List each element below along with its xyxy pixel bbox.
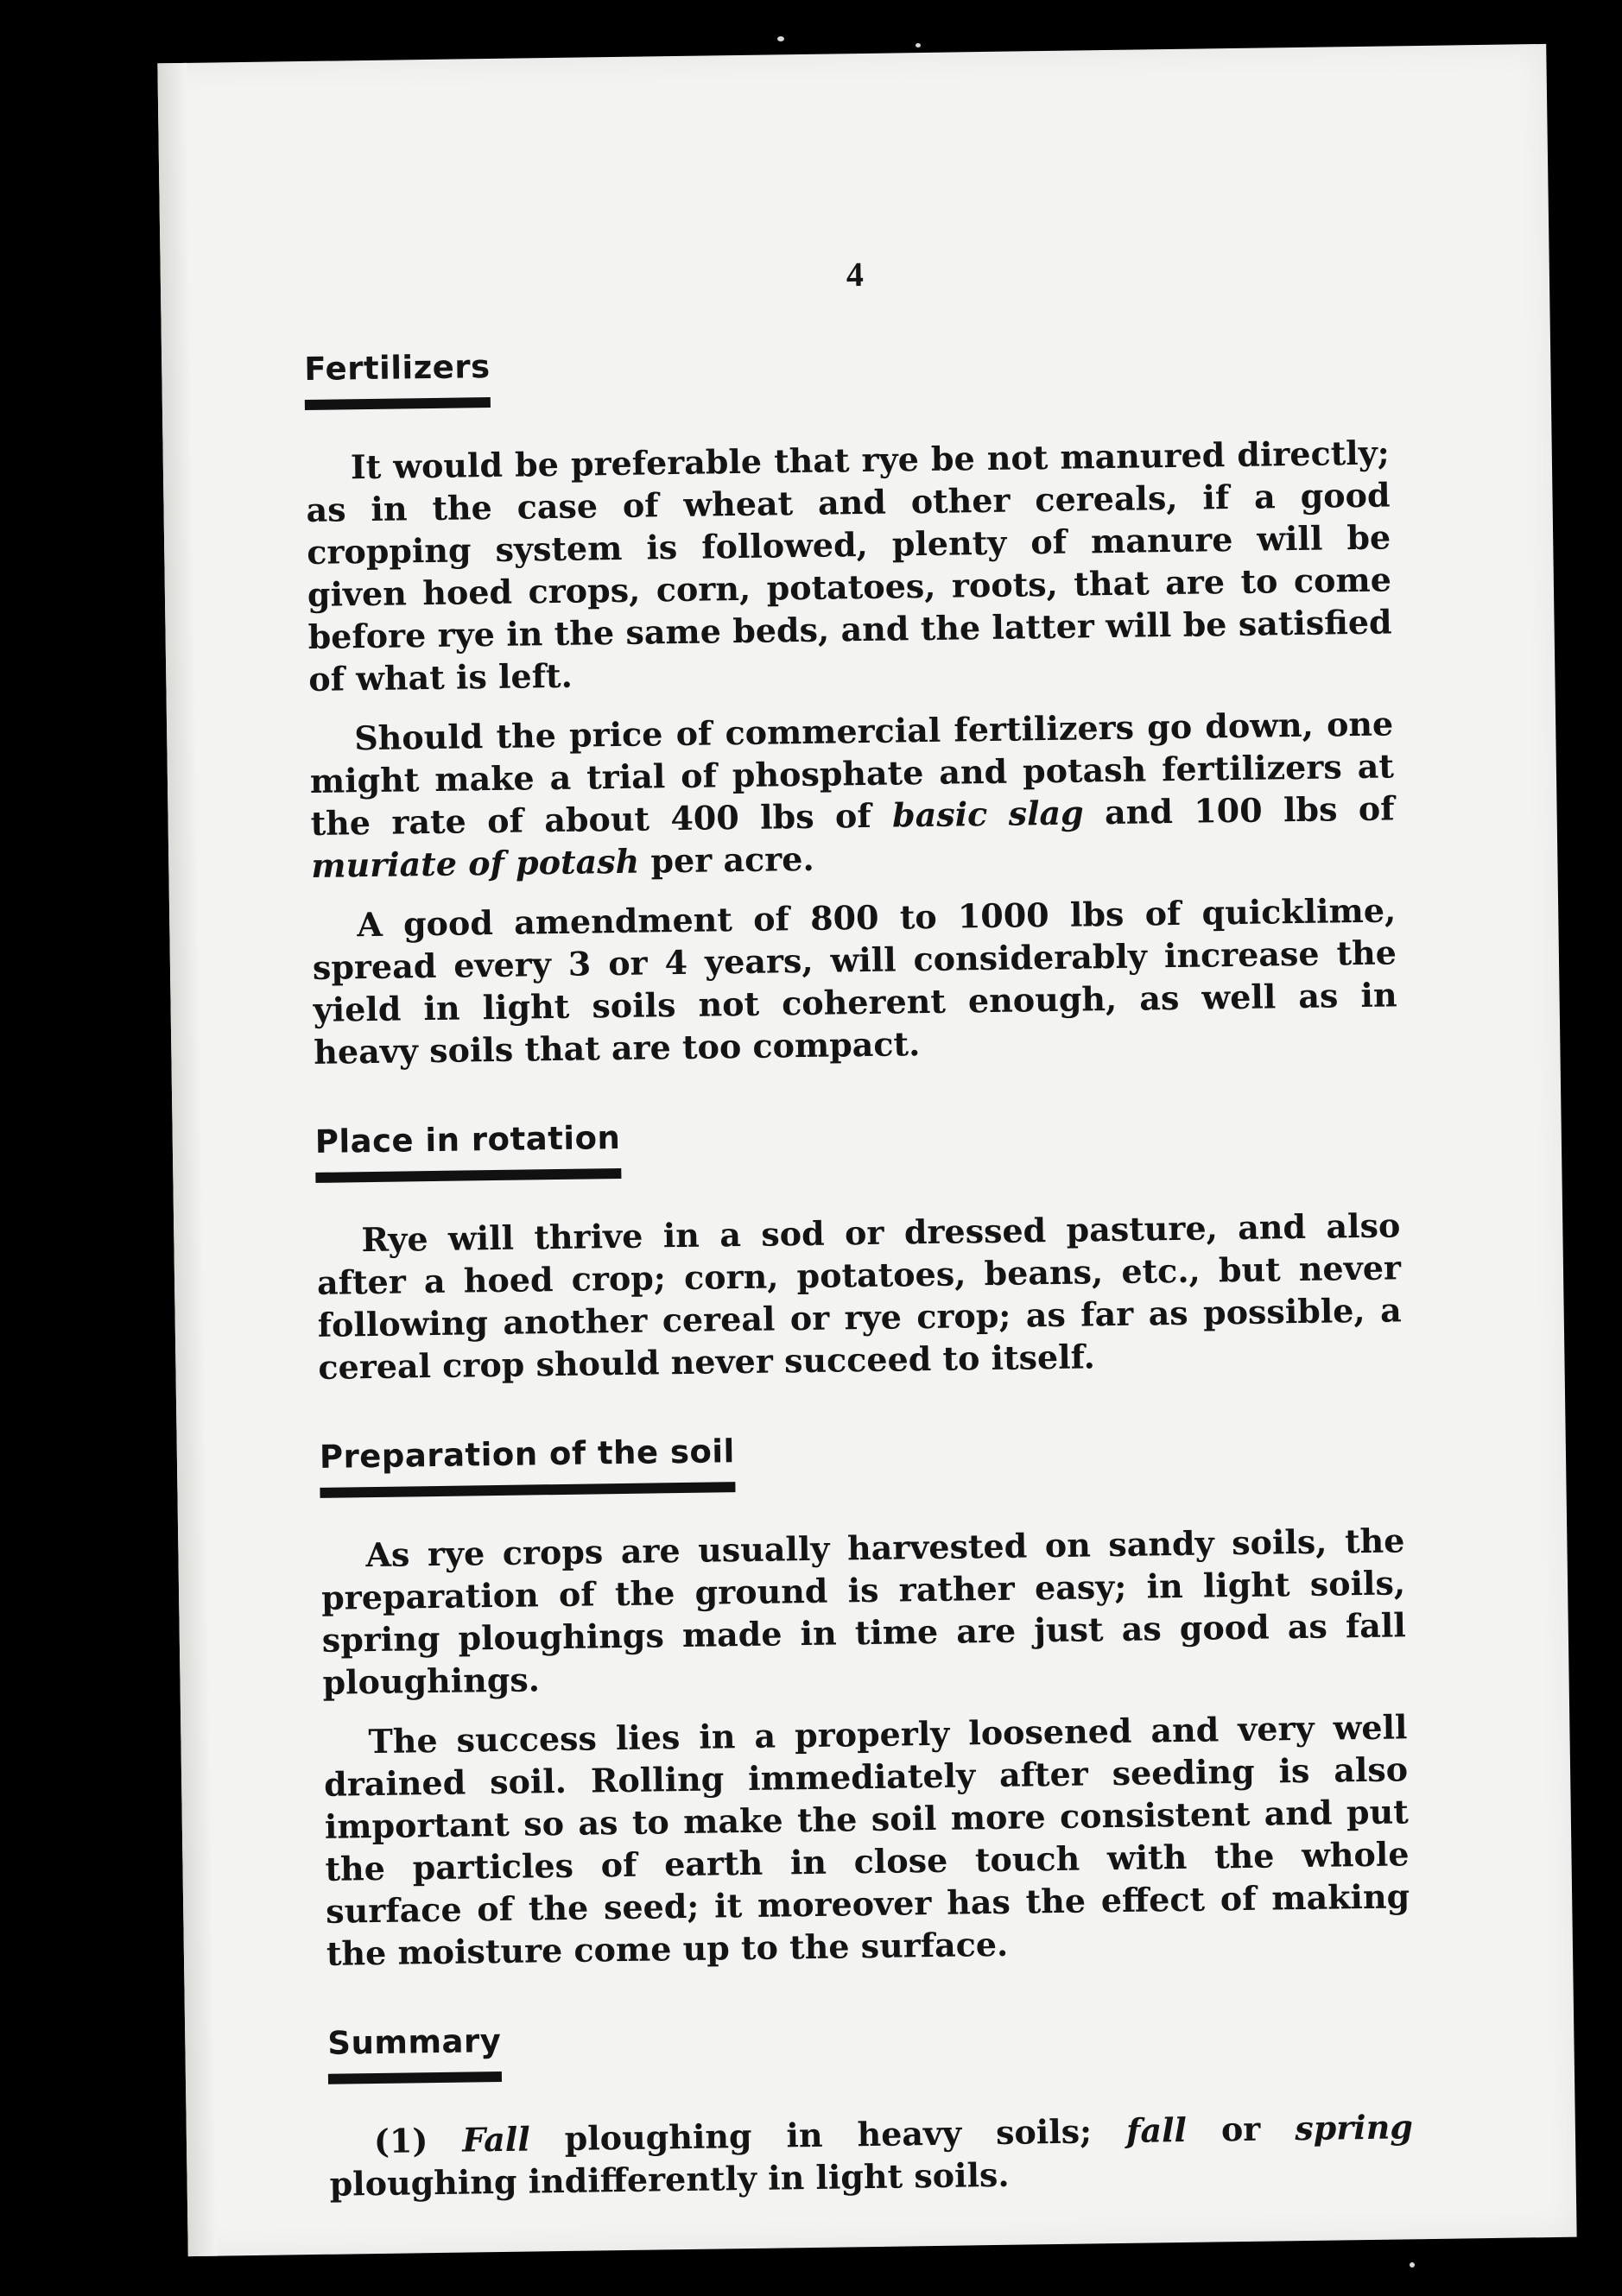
paragraph: As rye crops are usually harvested on sandy soils, the preparation of the ground is rather easy; in light soils, spring ploughings made in time are just as good as fall ploughings.	[320, 1521, 1407, 1702]
italic-term: basic slag	[891, 793, 1084, 835]
italic-term: spring	[1294, 2107, 1414, 2148]
paragraph: It would be preferable that rye be not manured directly; as in the case of wheat and other cereals, if a good cropping system is followed, plenty of manure will be given hoed crops, corn, potatoes, roots, that are to come before rye in the same beds, and the latter will be satisfied of what is left.	[306, 433, 1392, 699]
section-summary	[327, 2009, 1414, 2205]
page-number: 4	[846, 254, 865, 294]
section-preparation-of-soil	[320, 1423, 1411, 1974]
page-edge-shadow	[157, 63, 217, 2256]
scan-speck	[916, 43, 921, 47]
paragraph: A good amendment of 800 to 1000 lbs of quicklime, spread every 3 or 4 years, will considerably increase the yield in light soils not coherent enough, as well as in heavy soils that are too compact.	[312, 890, 1397, 1072]
italic-term: muriate of potash	[311, 841, 640, 885]
page-content	[304, 335, 1415, 2255]
paragraph: The success lies in a properly loosened and very well drained soil. Rolling immediately after seeding is also important so as to make the soil more consistent and put the particles of earth in close touch with the whole surface of the seed; it moreover has the effect of making the moisture come up to the surface.	[323, 1707, 1410, 1973]
italic-term: fall	[1125, 2109, 1188, 2150]
section-place-in-rotation	[315, 1108, 1403, 1388]
section-heading: Fertilizers	[304, 348, 491, 410]
section-heading: Place in rotation	[315, 1119, 621, 1183]
paragraph: Should the price of commercial fertilizers go down, one might make a trial of phosphate and potash fertilizers at the rate of about 400 lbs of basic slag and 100 lbs of muriate of potash per acre.	[309, 704, 1395, 885]
italic-term: Fall	[462, 2119, 531, 2160]
summary-item: (1) Fall ploughing in heavy soils; fall or spring ploughing indifferently in light soils.	[329, 2107, 1414, 2204]
scan-speck	[1410, 2262, 1415, 2268]
section-heading: Summary	[327, 2022, 502, 2084]
section-heading: Preparation of the soil	[320, 1433, 736, 1498]
section-fertilizers	[304, 335, 1398, 1072]
document-page	[157, 44, 1576, 2256]
scan-speck	[777, 36, 784, 41]
paragraph: Rye will thrive in a sod or dressed pasture, and also after a hoed crop; corn, potatoes, beans, etc., but never following another cereal or rye crop; as far as possible, a cereal crop should never succeed to itself.	[316, 1205, 1402, 1387]
